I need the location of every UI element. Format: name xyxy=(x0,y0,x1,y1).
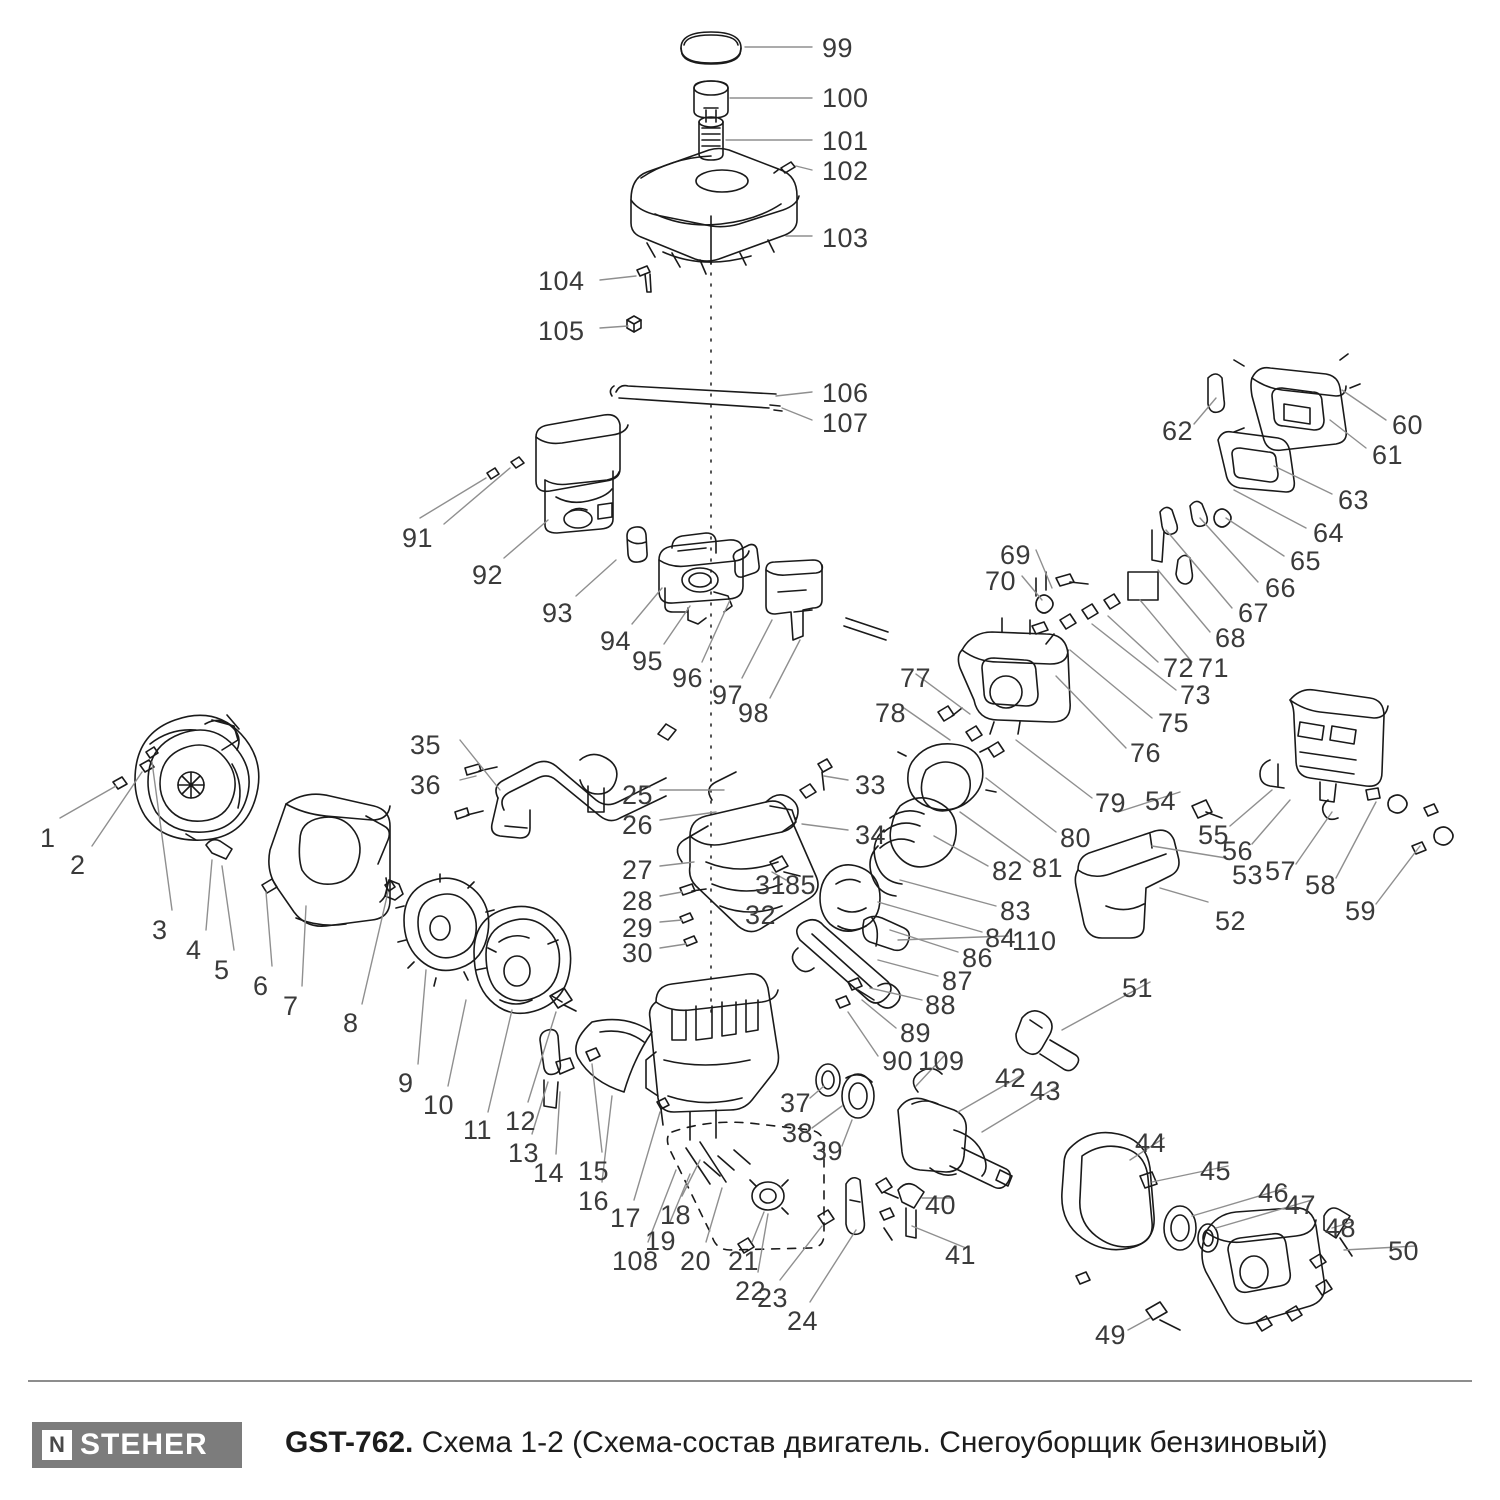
callout-number-109: 109 xyxy=(918,1046,965,1076)
callout-number-42: 42 xyxy=(995,1063,1027,1093)
callout-number-87: 87 xyxy=(942,966,974,996)
callout-number-63: 63 xyxy=(1338,485,1370,515)
callout-number-105: 105 xyxy=(538,316,585,346)
callout-number-8: 8 xyxy=(343,1008,359,1038)
brand-badge xyxy=(32,1422,242,1468)
callout-number-45: 45 xyxy=(1200,1156,1232,1186)
callout-number-27: 27 xyxy=(622,855,654,885)
footer xyxy=(0,1380,1500,1500)
callout-number-66: 66 xyxy=(1265,573,1297,603)
callout-number-46: 46 xyxy=(1258,1178,1290,1208)
callout-number-108: 108 xyxy=(612,1246,659,1276)
callout-number-53: 53 xyxy=(1232,860,1264,890)
callout-number-31: 31 xyxy=(755,870,787,900)
callout-number-3: 3 xyxy=(152,915,168,945)
callout-number-72: 72 xyxy=(1163,653,1195,683)
callout-number-70: 70 xyxy=(985,566,1017,596)
callout-number-6: 6 xyxy=(253,971,269,1001)
callout-number-76: 76 xyxy=(1130,738,1162,768)
callout-number-82: 82 xyxy=(992,856,1024,886)
callout-number-18: 18 xyxy=(660,1200,692,1230)
callout-number-32: 32 xyxy=(745,900,777,930)
callout-number-85: 85 xyxy=(785,870,817,900)
callout-number-7: 7 xyxy=(283,991,299,1021)
callout-number-57: 57 xyxy=(1265,856,1297,886)
callout-number-58: 58 xyxy=(1305,870,1337,900)
model-code: GST-762. xyxy=(285,1426,414,1459)
callout-number-64: 64 xyxy=(1313,518,1345,548)
callout-number-49: 49 xyxy=(1095,1320,1127,1350)
callout-number-94: 94 xyxy=(600,626,632,656)
callout-number-19: 19 xyxy=(645,1226,677,1256)
caption-text: Схема 1-2 (Схема-состав двигатель. Снегоуборщик бензиновый) xyxy=(421,1426,1328,1459)
callout-number-104: 104 xyxy=(538,266,585,296)
callout-number-16: 16 xyxy=(578,1186,610,1216)
callout-number-10: 10 xyxy=(423,1090,455,1120)
callout-number-25: 25 xyxy=(622,780,654,810)
callout-number-22: 22 xyxy=(735,1276,767,1306)
callout-number-78: 78 xyxy=(875,698,907,728)
callout-number-28: 28 xyxy=(622,886,654,916)
callout-number-11: 11 xyxy=(463,1115,493,1145)
callout-number-36: 36 xyxy=(410,770,442,800)
callout-number-99: 99 xyxy=(822,33,854,63)
diagram-caption xyxy=(285,1426,1328,1460)
callout-number-20: 20 xyxy=(680,1246,712,1276)
callout-number-30: 30 xyxy=(622,938,654,968)
callout-number-41: 41 xyxy=(945,1240,977,1270)
callout-number-24: 24 xyxy=(787,1306,819,1336)
callout-number-50: 50 xyxy=(1388,1236,1420,1266)
callout-number-12: 12 xyxy=(505,1106,537,1136)
brand-name: STEHER xyxy=(80,1428,208,1461)
callout-number-48: 48 xyxy=(1325,1213,1357,1243)
callout-number-5: 5 xyxy=(214,955,230,985)
callout-number-71: 71 xyxy=(1198,653,1230,683)
callout-number-95: 95 xyxy=(632,646,664,676)
callout-number-40: 40 xyxy=(925,1190,957,1220)
callout-number-59: 59 xyxy=(1345,896,1377,926)
callout-number-98: 98 xyxy=(738,698,770,728)
callout-number-62: 62 xyxy=(1162,416,1194,446)
callout-number-107: 107 xyxy=(822,408,869,438)
callout-number-17: 17 xyxy=(610,1203,642,1233)
callout-number-39: 39 xyxy=(812,1136,844,1166)
callout-number-35: 35 xyxy=(410,730,442,760)
callout-number-86: 86 xyxy=(962,943,994,973)
callout-number-38: 38 xyxy=(782,1118,814,1148)
callout-number-93: 93 xyxy=(542,598,574,628)
callout-number-90: 90 xyxy=(882,1046,914,1076)
callout-number-23: 23 xyxy=(757,1283,789,1313)
callout-number-2: 2 xyxy=(70,850,86,880)
callout-number-37: 37 xyxy=(780,1088,812,1118)
callout-number-60: 60 xyxy=(1392,410,1424,440)
callout-number-97: 97 xyxy=(712,680,744,710)
footer-divider xyxy=(28,1380,1472,1382)
callout-number-81: 81 xyxy=(1032,853,1064,883)
callout-number-21: 21 xyxy=(728,1246,760,1276)
callout-number-110: 110 xyxy=(1012,926,1057,956)
callout-number-44: 44 xyxy=(1135,1128,1167,1158)
callout-number-79: 79 xyxy=(1095,788,1127,818)
callout-number-56: 56 xyxy=(1222,836,1254,866)
callout-number-51: 51 xyxy=(1122,973,1154,1003)
callout-number-47: 47 xyxy=(1285,1190,1317,1220)
callout-number-55: 55 xyxy=(1198,820,1230,850)
callout-number-4: 4 xyxy=(186,935,202,965)
callout-number-43: 43 xyxy=(1030,1076,1062,1106)
callout-number-33: 33 xyxy=(855,770,887,800)
brand-logo-icon: N xyxy=(42,1430,72,1460)
callout-number-13: 13 xyxy=(508,1138,540,1168)
callout-number-52: 52 xyxy=(1215,906,1247,936)
callout-number-9: 9 xyxy=(398,1068,414,1098)
callout-number-102: 102 xyxy=(822,156,869,186)
callout-number-15: 15 xyxy=(578,1156,610,1186)
callout-number-1: 1 xyxy=(40,823,56,853)
callout-number-34: 34 xyxy=(855,820,887,850)
callout-number-80: 80 xyxy=(1060,823,1092,853)
callout-number-88: 88 xyxy=(925,990,957,1020)
callout-number-69: 69 xyxy=(1000,540,1032,570)
callout-number-101: 101 xyxy=(822,126,869,156)
callout-number-92: 92 xyxy=(472,560,504,590)
callout-number-54: 54 xyxy=(1145,786,1177,816)
callout-number-26: 26 xyxy=(622,810,654,840)
callout-number-106: 106 xyxy=(822,378,869,408)
callout-number-83: 83 xyxy=(1000,896,1032,926)
callout-number-29: 29 xyxy=(622,913,654,943)
callout-number-73: 73 xyxy=(1180,680,1212,710)
callout-number-96: 96 xyxy=(672,663,704,693)
callout-number-84: 84 xyxy=(985,923,1017,953)
callout-number-103: 103 xyxy=(822,223,869,253)
callout-number-75: 75 xyxy=(1158,708,1190,738)
callout-number-65: 65 xyxy=(1290,546,1322,576)
callout-number-77: 77 xyxy=(900,663,932,693)
callout-number-67: 67 xyxy=(1238,598,1270,628)
callout-number-100: 100 xyxy=(822,83,869,113)
callout-number-61: 61 xyxy=(1372,440,1404,470)
callout-number-91: 91 xyxy=(402,523,434,553)
callout-number-68: 68 xyxy=(1215,623,1247,653)
callout-number-89: 89 xyxy=(900,1018,932,1048)
callout-number-14: 14 xyxy=(533,1158,565,1188)
